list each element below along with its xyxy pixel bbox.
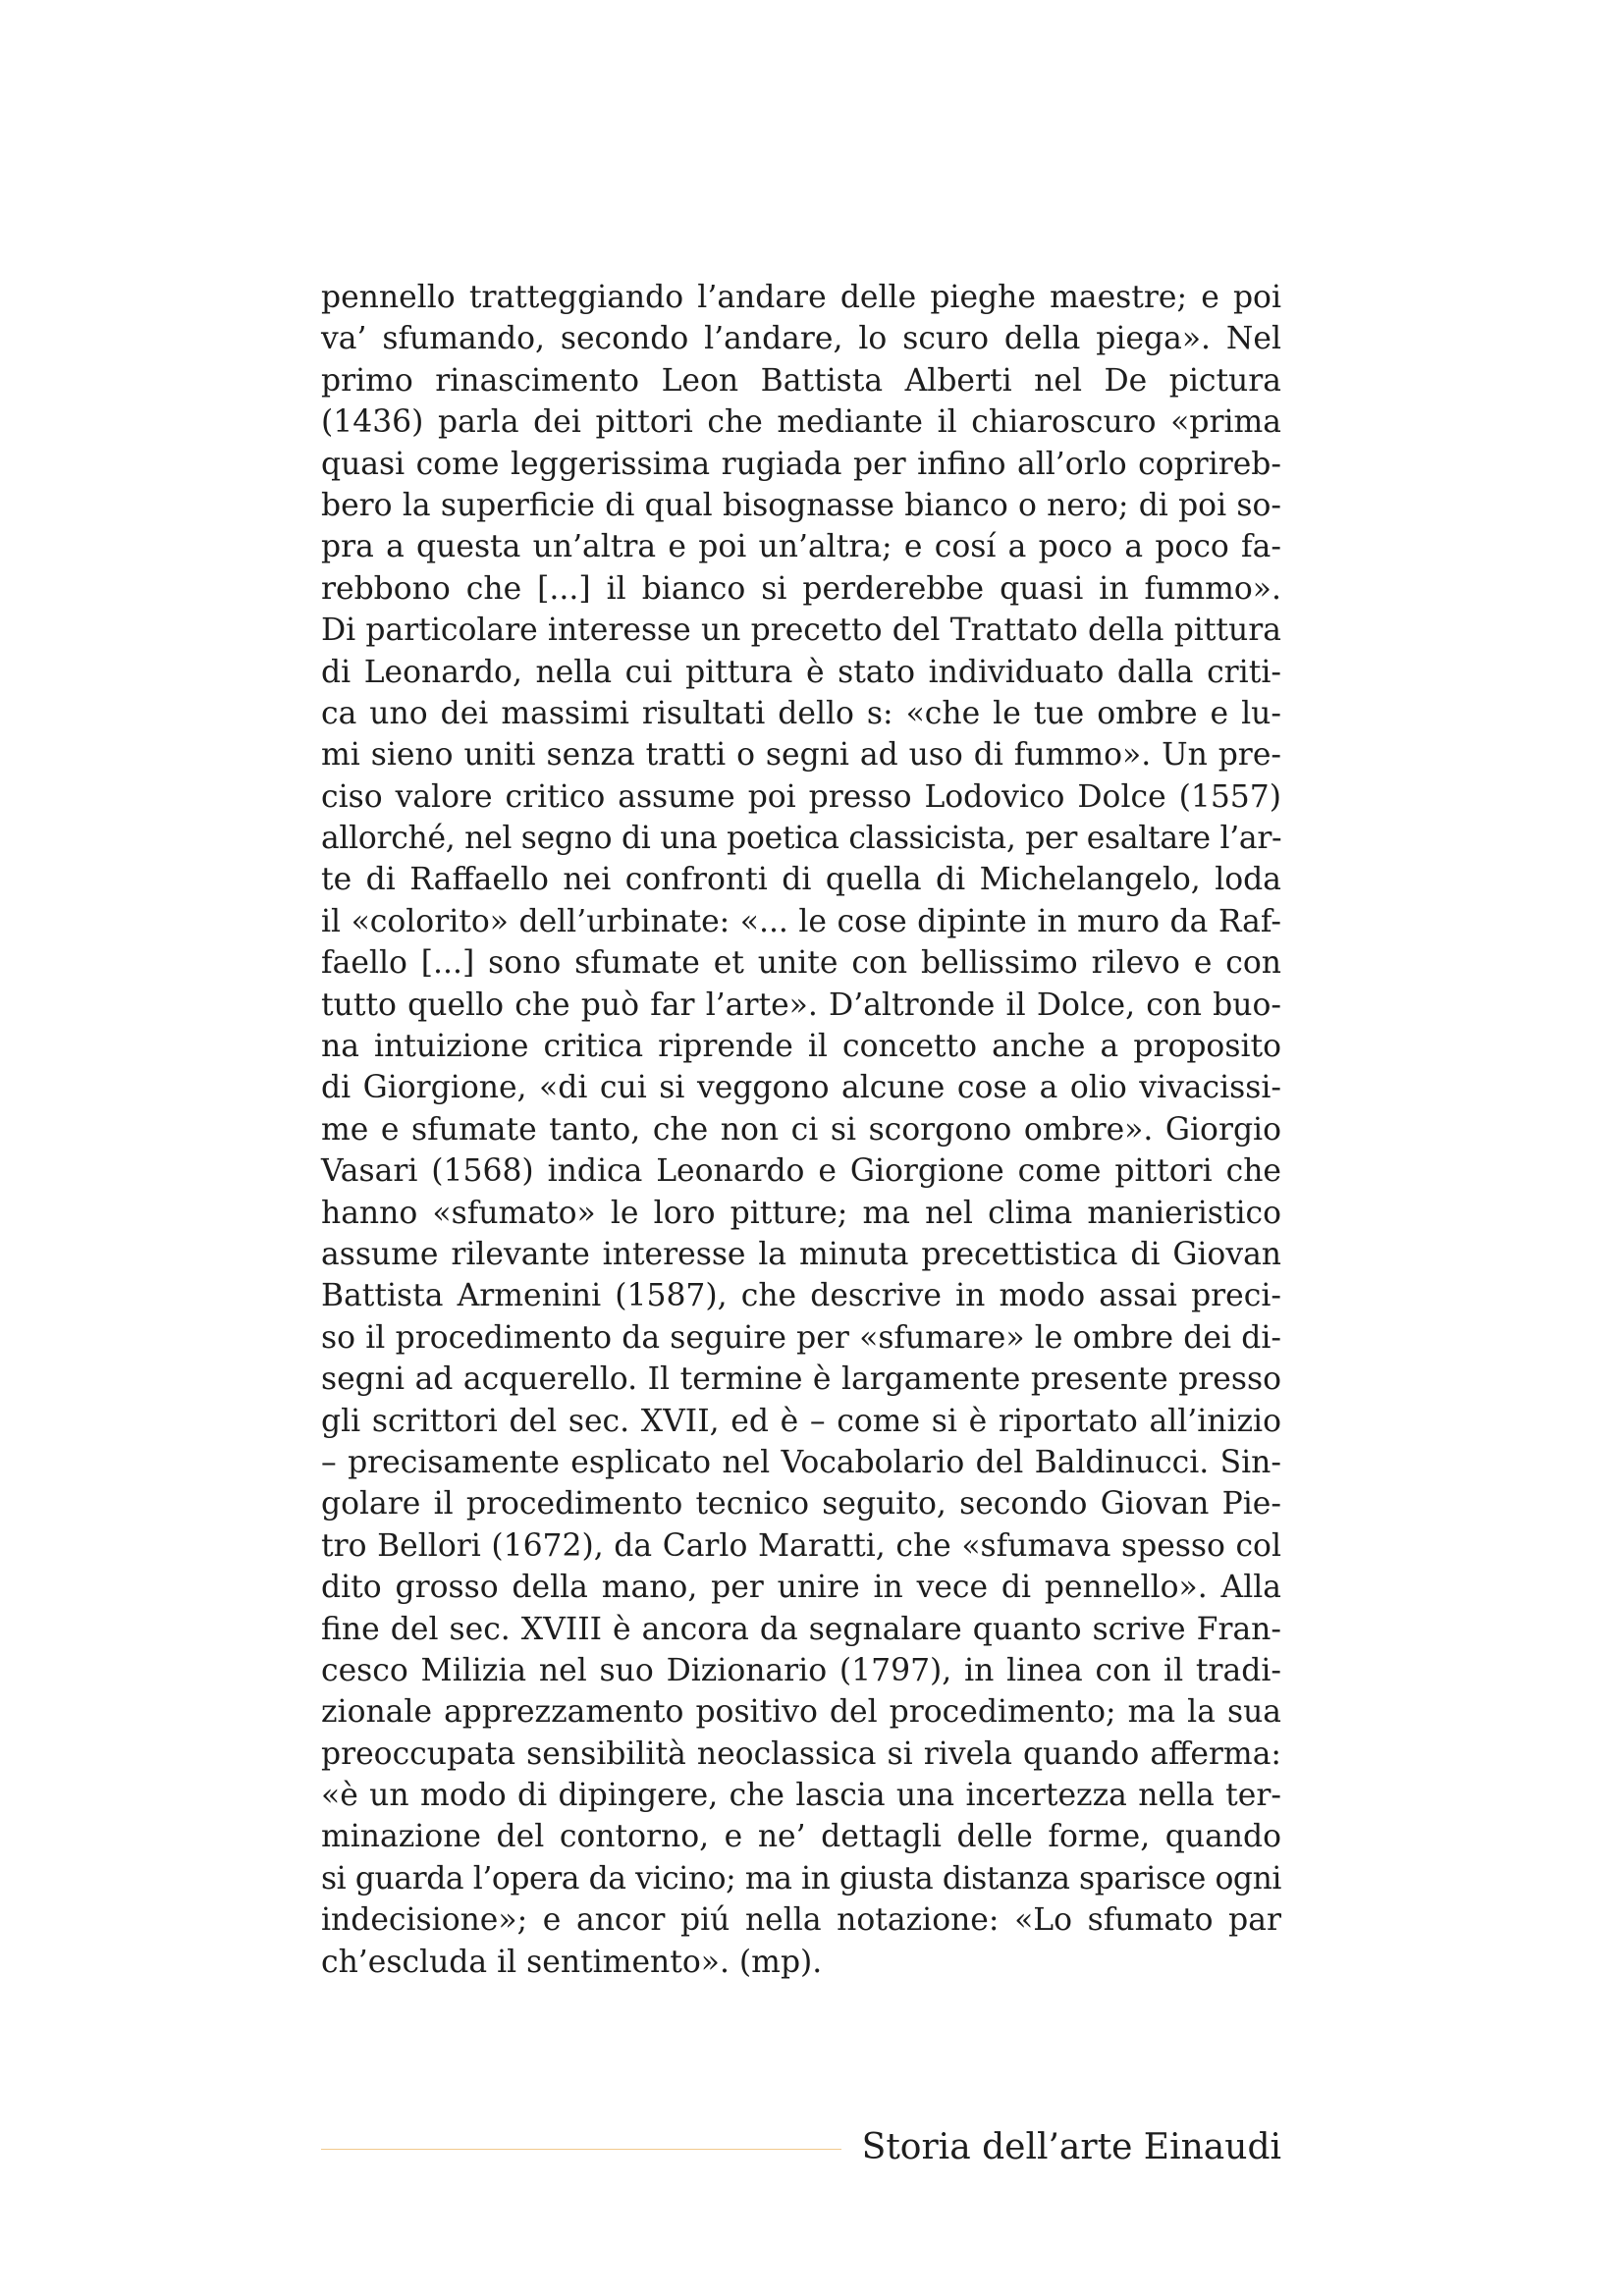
text-line: assume rilevante interesse la minuta precettistica di Giovan (321, 1236, 1281, 1272)
text-line: mi sieno uniti senza tratti o segni ad uso di fummo». Un pre- (321, 737, 1281, 774)
text-line: so il procedimento da seguire per «sfumare» le ombre dei di- (321, 1319, 1281, 1356)
text-line: Battista Armenini (1587), che descrive in modo assai preci- (321, 1278, 1281, 1314)
text-line: golare il procedimento tecnico seguito, secondo Giovan Pie- (321, 1486, 1281, 1522)
text-line: faello [...] sono sfumate et unite con bellissimo rilevo e con (321, 945, 1281, 982)
footer-title: Storia dell’arte Einaudi (861, 2127, 1281, 2167)
text-line: dito grosso della mano, per unire in vece di pennello». Alla (321, 1570, 1281, 1606)
text-line: tutto quello che può far l’arte». D’altronde il Dolce, con buo- (321, 987, 1281, 1023)
text-line: Di particolare interesse un precetto del Trattato della pittura (321, 613, 1281, 649)
text-line: primo rinascimento Leon Battista Alberti nel De pictura (321, 362, 1281, 399)
text-line: allorché, nel segno di una poetica classicista, per esaltare l’ar- (321, 821, 1282, 857)
text-line: pennello tratteggiando l’andare delle pieghe maestre; e poi (321, 280, 1281, 315)
text-line: di Giorgione, «di cui si veggono alcune cose a olio vivacissi- (321, 1070, 1281, 1106)
footer-rule (321, 2149, 841, 2150)
text-line: bero la superficie di qual bisognasse bianco o nero; di poi so- (321, 487, 1281, 523)
text-line: gli scrittori del sec. XVII, ed è – come si è riportato all’inizio (321, 1403, 1281, 1439)
text-line: «è un modo di dipingere, che lascia una incertezza nella ter- (321, 1778, 1281, 1814)
text-line: si guarda l’opera da vicino; ma in giusta distanza sparisce ogni (321, 1860, 1282, 1896)
text-line-last: ch’escluda il sentimento». (mp). (321, 1944, 823, 1980)
text-line: cesco Milizia nel suo Dizionario (1797), in linea con il tradi- (321, 1652, 1281, 1688)
text-line: di Leonardo, nella cui pittura è stato individuato dalla criti- (321, 654, 1281, 690)
text-line: pra a questa un’altra e poi un’altra; e cosí a poco a poco fa- (321, 529, 1281, 565)
text-line: na intuizione critica riprende il concetto anche a proposito (321, 1029, 1281, 1065)
text-line: preoccupata sensibilità neoclassica si rivela quando afferma: (321, 1735, 1281, 1772)
text-line: Vasari (1568) indica Leonardo e Giorgione come pittori che (321, 1153, 1281, 1190)
text-line: ca uno dei massimi risultati dello s: «che le tue ombre e lu- (321, 695, 1281, 731)
body-text (321, 277, 1281, 1983)
text-line: me e sfumate tanto, che non ci si scorgono ombre». Giorgio (321, 1111, 1281, 1148)
text-line: hanno «sfumato» le loro pitture; ma nel clima manieristico (321, 1195, 1281, 1231)
text-line: (1436) parla dei pittori che mediante il chiaroscuro «prima (321, 404, 1281, 441)
text-line: va’ sfumando, secondo l’andare, lo scuro della piega». Nel (321, 321, 1281, 357)
text-line: indecisione»; e ancor piú nella notazione: «Lo sfumato par (321, 1902, 1281, 1939)
text-line: segni ad acquerello. Il termine è largamente presente presso (321, 1362, 1281, 1398)
text-line: il «colorito» dell’urbinate: «... le cose dipinte in muro da Raf- (321, 903, 1281, 939)
text-line: minazione del contorno, e ne’ dettagli delle forme, quando (321, 1819, 1281, 1855)
text-line: fine del sec. XVIII è ancora da segnalare quanto scrive Fran- (321, 1611, 1281, 1647)
text-line: – precisamente esplicato nel Vocabolario del Baldinucci. Sin- (321, 1444, 1281, 1480)
text-line: rebbono che [...] il bianco si perderebbe quasi in fummo». (321, 570, 1281, 607)
text-line: zionale apprezzamento positivo del procedimento; ma la sua (321, 1694, 1281, 1731)
text-line: quasi come leggerissima rugiada per infino all’orlo coprireb- (321, 446, 1281, 482)
text-line: te di Raffaello nei confronti di quella di Michelangelo, loda (321, 862, 1281, 898)
text-line: ciso valore critico assume poi presso Lodovico Dolce (1557) (321, 778, 1281, 815)
text-line: tro Bellori (1672), da Carlo Maratti, che «sfumava spesso col (321, 1527, 1281, 1564)
